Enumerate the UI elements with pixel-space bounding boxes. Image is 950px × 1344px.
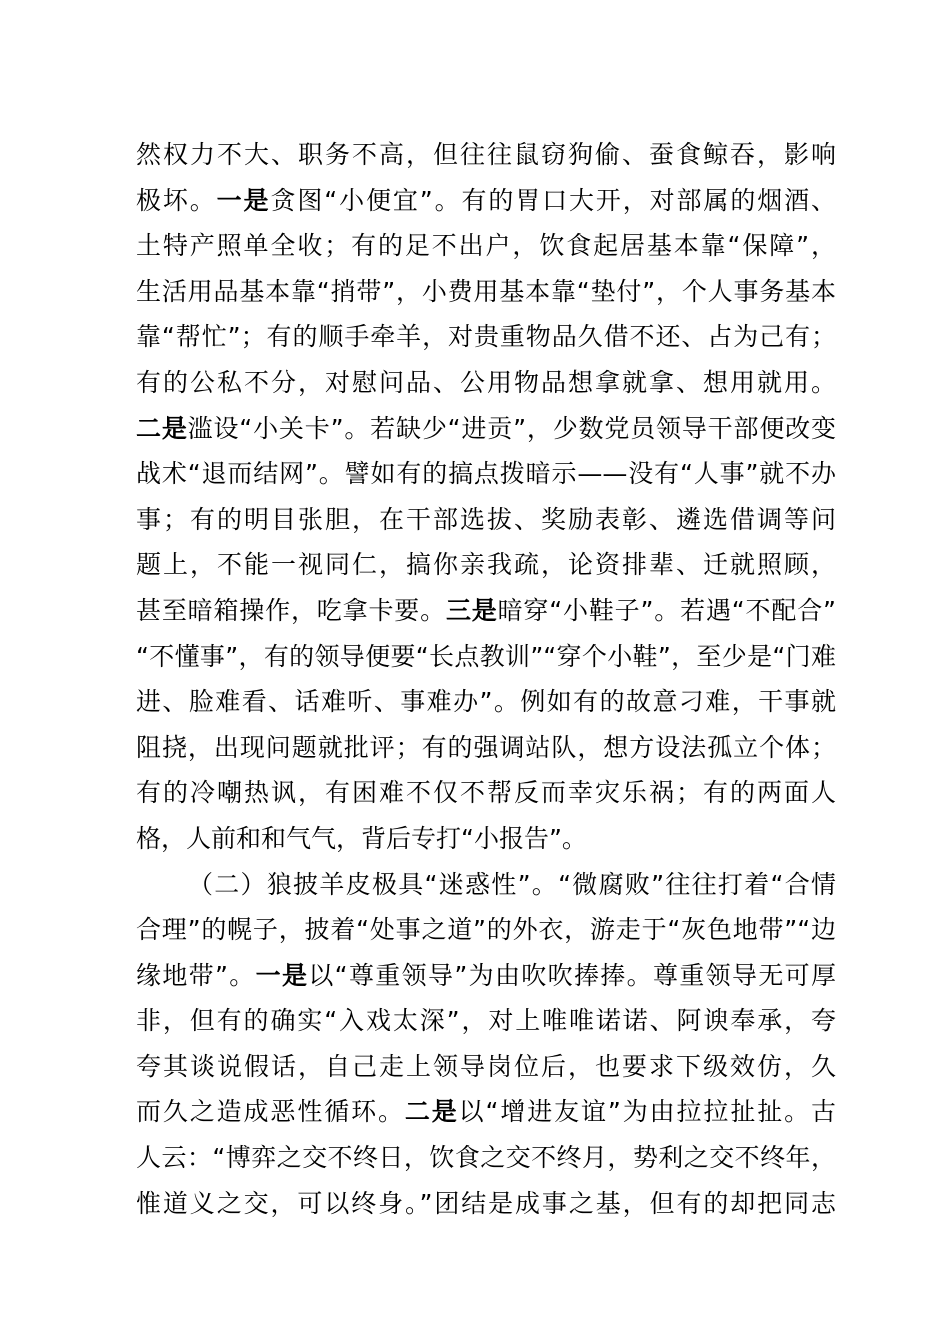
text-segment: 而久之造成恶性循环。 [136, 1097, 405, 1127]
text-segment: 极坏。 [136, 185, 217, 215]
bold-lead-phrase: 三是 [445, 595, 498, 625]
text-segment: “不懂事”，有的领导便要“长点教训”“穿个小鞋”，至少是“门难 [136, 641, 836, 671]
text-segment: 土特产照单全收；有的足不出户，饮食起居基本靠“保障”， [136, 231, 836, 261]
text-line [136, 223, 836, 269]
text-segment: 以“尊重领导”为由吹吹捧捧。尊重领导无可厚 [308, 960, 836, 990]
text-line [136, 588, 836, 634]
text-line [136, 406, 836, 452]
text-segment: 滥设“小关卡”。若缺少“进贡”，少数党员领导干部便改变 [187, 413, 836, 443]
bold-lead-phrase: 二是 [404, 1097, 459, 1127]
text-segment: 然权力不大、职务不高，但往往鼠窃狗偷、蚕食鲸吞，影响 [136, 140, 836, 169]
text-line [136, 1135, 836, 1181]
text-line [136, 953, 836, 999]
text-line [136, 314, 836, 360]
text-line [136, 907, 836, 953]
bold-lead-phrase: 一是 [216, 185, 271, 215]
text-segment: 题上，不能一视同仁，搞你亲我疏，论资排辈、迁就照顾， [136, 550, 836, 580]
text-line [136, 497, 836, 543]
text-segment: 合理”的幌子，披着“处事之道”的外衣，游走于“灰色地带”“边 [136, 915, 836, 945]
text-line [136, 862, 836, 908]
text-line [136, 634, 836, 680]
text-segment: 以“增进友谊”为由拉拉扯扯。古 [458, 1097, 836, 1127]
bold-lead-phrase: 一是 [255, 960, 309, 990]
text-line [136, 725, 836, 771]
text-segment: 事；有的明目张胆，在干部选拔、奖励表彰、遴选借调等问 [136, 504, 836, 534]
text-line [136, 1089, 836, 1135]
text-segment: 有的冷嘲热讽，有困难不仅不帮反而幸灾乐祸；有的两面人 [136, 778, 836, 808]
text-segment: 进、脸难看、话难听、事难办”。例如有的故意刁难，干事就 [136, 687, 836, 717]
text-line [136, 178, 836, 224]
text-line [136, 360, 836, 406]
text-segment: 暗穿“小鞋子”。若遇“不配合” [497, 595, 836, 625]
body-text [136, 132, 836, 1226]
text-line [136, 451, 836, 497]
text-segment: 非，但有的确实“入戏太深”，对上唯唯诺诺、阿谀奉承，夸 [136, 1006, 836, 1036]
text-line [136, 816, 836, 862]
text-segment: （二）狼披羊皮极具“迷惑性”。“微腐败”往往打着“合情 [188, 869, 836, 899]
text-line [136, 269, 836, 315]
text-segment: 生活用品基本靠“捎带”，小费用基本靠“垫付”，个人事务基本 [136, 276, 836, 306]
text-line [136, 1044, 836, 1090]
text-segment: 贪图“小便宜”。有的胃口大开，对部属的烟酒、 [270, 185, 836, 215]
text-segment: 靠“帮忙”；有的顺手牵羊，对贵重物品久借不还、占为己有； [136, 322, 836, 352]
text-line [136, 998, 836, 1044]
text-segment: 缘地带”。 [136, 960, 256, 990]
text-segment: 格，人前和和气气，背后专打“小报告”。 [136, 823, 587, 853]
text-segment: 惟道义之交，可以终身。”团结是成事之基，但有的却把同志 [136, 1188, 836, 1218]
text-segment: 有的公私不分，对慰问品、公用物品想拿就拿、想用就用。 [136, 367, 836, 397]
bold-lead-phrase: 二是 [136, 413, 188, 443]
text-line [136, 542, 836, 588]
text-segment: 夸其谈说假话，自己走上领导岗位后，也要求下级效仿，久 [136, 1051, 836, 1081]
text-segment: 战术“退而结网”。譬如有的搞点拨暗示——没有“人事”就不办 [136, 459, 836, 489]
text-segment: 甚至暗箱操作，吃拿卡要。 [136, 595, 446, 625]
text-line [136, 679, 836, 725]
text-segment: 阻挠，出现问题就批评；有的强调站队，想方设法孤立个体； [136, 732, 836, 762]
text-line [136, 132, 836, 178]
text-segment: 人云：“博弈之交不终日，饮食之交不终月，势利之交不终年， [136, 1143, 836, 1173]
text-line [136, 770, 836, 816]
text-line [136, 1181, 836, 1227]
